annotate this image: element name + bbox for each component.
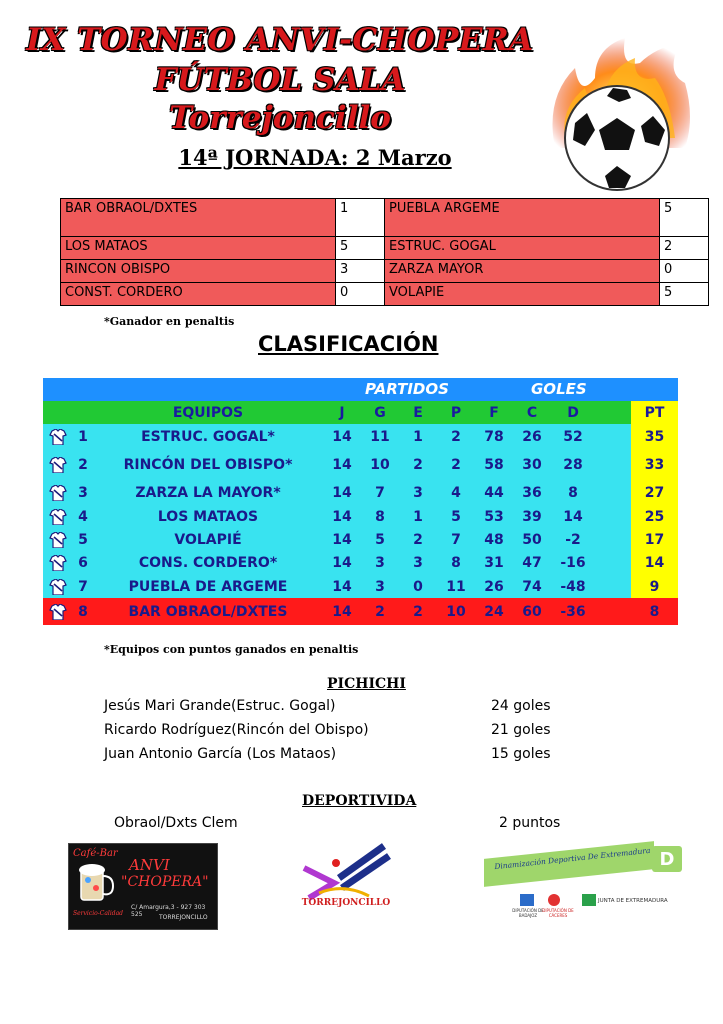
won: 3 <box>375 555 385 571</box>
standings-note: *Equipos con puntos ganados en penaltis <box>104 643 359 656</box>
goals-for: 58 <box>484 456 504 473</box>
team-position: 4 <box>78 508 88 525</box>
points: 17 <box>631 528 678 551</box>
cafe-bar-label: Café-Bar <box>73 848 118 859</box>
team-shirt-icon <box>43 579 73 595</box>
points: 9 <box>631 575 678 598</box>
result-row <box>61 237 709 260</box>
address-label: C/ Amargura,3 - 927 303 525 <box>131 904 206 918</box>
results-table <box>60 198 709 306</box>
points: 27 <box>631 480 678 505</box>
won: 8 <box>375 508 385 525</box>
pichichi-title: PICHICHI <box>327 676 406 692</box>
chopera-label: "CHOPERA" <box>121 874 209 890</box>
away-score: 0 <box>660 260 709 283</box>
penalty-note: *Ganador en penaltis <box>104 315 235 328</box>
col-c: C <box>526 404 538 421</box>
standings-row <box>43 449 678 480</box>
won: 10 <box>370 456 390 473</box>
standings-row <box>43 505 678 528</box>
town-label: TORREJONCILLO <box>159 914 208 921</box>
home-score: 1 <box>336 199 385 237</box>
dinamizacion-logo <box>484 842 684 924</box>
goals-against: 47 <box>522 555 542 571</box>
played: 14 <box>332 508 352 525</box>
badajoz-emblem-icon <box>520 894 534 906</box>
col-p: P <box>450 404 462 421</box>
torrejoncillo-label: TORREJONCILLO <box>301 898 391 908</box>
team-position: 1 <box>78 428 88 445</box>
home-score: 0 <box>336 283 385 306</box>
lost: 11 <box>446 578 466 595</box>
col-g: G <box>374 404 386 421</box>
standings-row <box>43 551 678 575</box>
soccer-ball-icon <box>535 38 695 198</box>
goals-for: 24 <box>484 603 504 620</box>
goals-against: 60 <box>522 603 542 620</box>
away-score: 2 <box>660 237 709 260</box>
team-name: ZARZA LA MAYOR* <box>135 484 281 501</box>
scorer-goals: 21 goles <box>491 722 551 738</box>
group-partidos: PARTIDOS <box>365 380 449 398</box>
played: 14 <box>332 456 352 473</box>
goal-diff: -2 <box>565 531 581 548</box>
goals-against: 30 <box>522 456 542 473</box>
beer-mug-icon <box>77 862 115 906</box>
tournament-town: Torrejoncillo <box>169 100 391 136</box>
goals-against: 36 <box>522 484 542 501</box>
standings-row <box>43 424 678 449</box>
scorer-name: Jesús Mari Grande(Estruc. Gogal) <box>104 698 336 714</box>
team-shirt-icon <box>43 509 73 525</box>
col-j: J <box>339 404 345 421</box>
deportividad-points: 2 puntos <box>499 815 561 831</box>
drawn: 3 <box>413 555 423 571</box>
dd-icon: D <box>652 846 682 872</box>
points: 8 <box>631 598 678 625</box>
goals-for: 78 <box>484 428 504 445</box>
team-position: 3 <box>78 484 88 501</box>
standings-row <box>43 575 678 598</box>
team-shirt-icon <box>43 604 73 620</box>
away-score: 5 <box>660 283 709 306</box>
home-score: 3 <box>336 260 385 283</box>
played: 14 <box>332 484 352 501</box>
tournament-subtitle: FÚTBOL SALA <box>154 62 406 98</box>
team-position: 2 <box>78 456 88 473</box>
team-shirt-icon <box>43 485 73 501</box>
group-header-row <box>43 378 678 401</box>
away-team: PUEBLA ARGEME <box>385 199 660 237</box>
drawn: 2 <box>413 456 423 473</box>
team-position: 6 <box>78 555 88 571</box>
team-name: BAR OBRAOL/DXTES <box>128 603 288 620</box>
col-f: F <box>489 404 499 421</box>
deportividad-title: DEPORTIVIDA <box>302 793 417 809</box>
column-header-row <box>43 401 678 424</box>
goals-against: 26 <box>522 428 542 445</box>
won: 3 <box>375 578 385 595</box>
result-row <box>61 199 709 237</box>
group-goles: GOLES <box>531 380 587 398</box>
away-score: 5 <box>660 199 709 237</box>
team-position: 7 <box>78 578 88 595</box>
played: 14 <box>332 531 352 548</box>
goal-diff: 28 <box>563 456 583 473</box>
standings-row <box>43 598 678 625</box>
played: 14 <box>332 555 352 571</box>
won: 7 <box>375 484 385 501</box>
drawn: 1 <box>413 508 423 525</box>
scorer-goals: 24 goles <box>491 698 551 714</box>
goals-for: 44 <box>484 484 504 501</box>
goals-for: 48 <box>484 531 504 548</box>
dinamizacion-label: Dinamización Deportiva De Extremadura <box>493 845 651 872</box>
jornada-heading: 14ª JORNADA: 2 Marzo <box>178 145 452 170</box>
drawn: 3 <box>413 484 423 501</box>
goals-against: 74 <box>522 578 542 595</box>
anvi-chopera-logo <box>68 843 218 930</box>
goals-against: 39 <box>522 508 542 525</box>
played: 14 <box>332 578 352 595</box>
team-name: CONS. CORDERO* <box>138 555 278 571</box>
home-team: RINCON OBISPO <box>61 260 336 283</box>
team-position: 8 <box>78 603 88 620</box>
junta-label: JUNTA DE EXTREMADURA <box>598 898 668 904</box>
team-name: PUEBLA DE ARGEME <box>128 578 288 595</box>
col-d: D <box>567 404 579 421</box>
goal-diff: 8 <box>568 484 578 501</box>
col-e: E <box>413 404 423 421</box>
away-team: ESTRUC. GOGAL <box>385 237 660 260</box>
away-team: ZARZA MAYOR <box>385 260 660 283</box>
goals-for: 31 <box>484 555 504 571</box>
home-team: CONST. CORDERO <box>61 283 336 306</box>
played: 14 <box>332 603 352 620</box>
goal-diff: 14 <box>563 508 583 525</box>
drawn: 1 <box>413 428 423 445</box>
goals-for: 53 <box>484 508 504 525</box>
standings-row <box>43 480 678 505</box>
won: 2 <box>375 603 385 620</box>
junta-emblem-icon <box>582 894 596 906</box>
goal-diff: -48 <box>560 578 586 595</box>
result-row <box>61 283 709 306</box>
away-team: VOLAPIE <box>385 283 660 306</box>
team-shirt-icon <box>43 429 73 445</box>
won: 5 <box>375 531 385 548</box>
team-name: LOS MATAOS <box>157 508 259 525</box>
points: 14 <box>631 551 678 575</box>
lost: 7 <box>451 531 461 548</box>
played: 14 <box>332 428 352 445</box>
standings-row <box>43 528 678 551</box>
home-team: BAR OBRAOL/DXTES <box>61 199 336 237</box>
lost: 10 <box>446 603 466 620</box>
team-position: 5 <box>78 531 88 548</box>
points: 25 <box>631 505 678 528</box>
deportividad-team: Obraol/Dxts Clem <box>114 815 238 831</box>
servicio-label: Servicio-Calidad <box>73 910 124 917</box>
team-name: RINCÓN DEL OBISPO* <box>123 456 293 473</box>
home-team: LOS MATAOS <box>61 237 336 260</box>
goals-for: 26 <box>484 578 504 595</box>
team-name: VOLAPIÉ <box>174 531 242 548</box>
anvi-label: ANVI <box>129 856 170 874</box>
badajoz-label: DIPUTACIÓN DE BADAJOZ <box>512 908 544 918</box>
tournament-title: IX TORNEO ANVI-CHOPERA <box>26 22 534 58</box>
lost: 5 <box>451 508 461 525</box>
lost: 2 <box>451 428 461 445</box>
drawn: 0 <box>413 578 423 595</box>
standings-table <box>43 378 678 625</box>
goal-diff: 52 <box>563 428 583 445</box>
lost: 8 <box>451 555 461 571</box>
col-pt: PT <box>631 401 678 424</box>
drawn: 2 <box>413 603 423 620</box>
lost: 4 <box>451 484 461 501</box>
team-shirt-icon <box>43 457 73 473</box>
result-row <box>61 260 709 283</box>
lost: 2 <box>451 456 461 473</box>
scorer-goals: 15 goles <box>491 746 551 762</box>
caceres-label: DIPUTACIÓN DE CÁCERES <box>542 908 574 918</box>
points: 35 <box>631 424 678 449</box>
goals-against: 50 <box>522 531 542 548</box>
classification-title: CLASIFICACIÓN <box>258 332 439 356</box>
team-shirt-icon <box>43 555 73 571</box>
team-shirt-icon <box>43 532 73 548</box>
team-name: ESTRUC. GOGAL* <box>141 428 275 445</box>
won: 11 <box>370 428 390 445</box>
caceres-emblem-icon <box>548 894 560 906</box>
points: 33 <box>631 449 678 480</box>
goal-diff: -36 <box>560 603 586 620</box>
scorer-name: Juan Antonio García (Los Mataos) <box>104 746 337 762</box>
home-score: 5 <box>336 237 385 260</box>
col-equipos: EQUIPOS <box>172 404 244 421</box>
goal-diff: -16 <box>560 555 586 571</box>
drawn: 2 <box>413 531 423 548</box>
scorer-name: Ricardo Rodríguez(Rincón del Obispo) <box>104 722 369 738</box>
